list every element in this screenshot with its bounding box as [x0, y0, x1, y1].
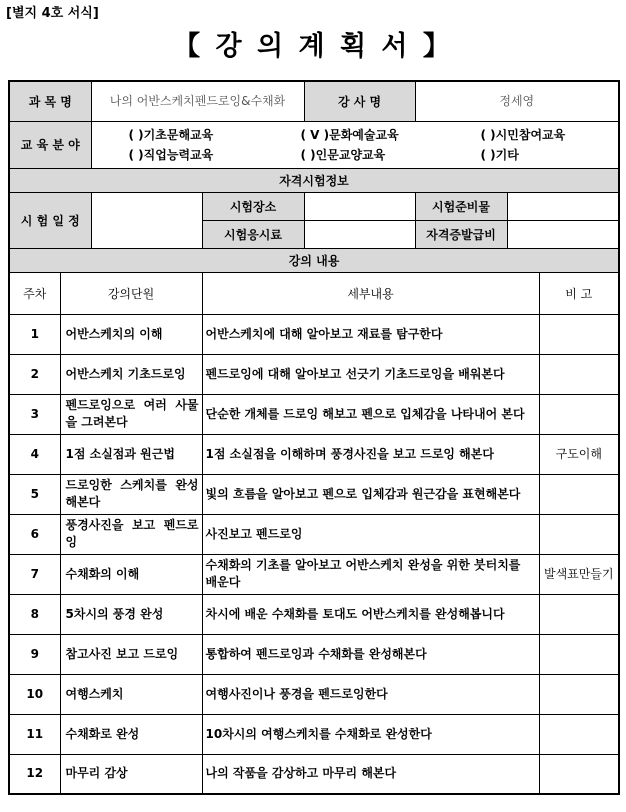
- week-number: 4: [9, 434, 60, 474]
- unit-detail: 단순한 개체를 드로잉 해보고 펜으로 입체감을 나타내어 본다: [202, 394, 539, 434]
- education-field-label: 교 육 분 야: [9, 121, 91, 168]
- cert-fee-label: 자격증발급비: [415, 220, 507, 248]
- unit-detail: 1점 소실점을 이해하며 풍경사진을 보고 드로잉 해본다: [202, 434, 539, 474]
- exam-section-header: 자격시험정보: [9, 168, 619, 192]
- unit-detail: 통합하여 펜드로잉과 수채화를 완성해본다: [202, 634, 539, 674]
- unit-title: 1점 소실점과 원근법: [60, 434, 202, 474]
- unit-title: 마무리 감상: [60, 754, 202, 794]
- option-other: ( )기타: [480, 147, 519, 162]
- unit-note: [539, 674, 619, 714]
- header-unit: 강의단원: [60, 272, 202, 314]
- unit-note: [539, 594, 619, 634]
- week-number: 7: [9, 554, 60, 594]
- unit-note: [539, 754, 619, 794]
- exam-place-value: [304, 192, 415, 220]
- option-vocational: ( )직업능력교육: [128, 147, 214, 162]
- table-row: [9, 714, 619, 754]
- unit-title: 어반스케치의 이해: [60, 314, 202, 354]
- unit-title: 펜드로잉으로 여러 사물을 그려본다: [60, 394, 202, 434]
- option-humanities: ( )인문교양교육: [300, 147, 386, 162]
- unit-detail: 어반스케치에 대해 알아보고 재료를 탐구한다: [202, 314, 539, 354]
- exam-date-label: 시 험 일 정: [9, 192, 91, 248]
- table-row: [9, 634, 619, 674]
- unit-note: [539, 394, 619, 434]
- table-row: [9, 354, 619, 394]
- education-field-row: [9, 121, 619, 168]
- exam-materials-label: 시험준비물: [415, 192, 507, 220]
- week-number: 8: [9, 594, 60, 634]
- instructor-value: 정세영: [415, 81, 619, 121]
- cert-fee-value: [507, 220, 619, 248]
- week-number: 3: [9, 394, 60, 434]
- unit-title: 5차시의 풍경 완성: [60, 594, 202, 634]
- unit-detail: 빛의 흐름을 알아보고 펜으로 입체감과 원근감을 표현해본다: [202, 474, 539, 514]
- table-row: [9, 474, 619, 514]
- header-week: 주차: [9, 272, 60, 314]
- unit-title: 풍경사진을 보고 펜드로잉: [60, 514, 202, 554]
- unit-title: 여행스케치: [60, 674, 202, 714]
- week-number: 6: [9, 514, 60, 554]
- unit-detail: 여행사진이나 풍경을 펜드로잉한다: [202, 674, 539, 714]
- week-number: 9: [9, 634, 60, 674]
- lecture-table-header: [9, 272, 619, 314]
- table-row: [9, 514, 619, 554]
- unit-detail: 펜드로잉에 대해 알아보고 선긋기 기초드로잉을 배워본다: [202, 354, 539, 394]
- unit-title: 수채화의 이해: [60, 554, 202, 594]
- table-row: [9, 314, 619, 354]
- exam-fee-label: 시험응시료: [202, 220, 304, 248]
- week-number: 1: [9, 314, 60, 354]
- unit-detail: 사진보고 펜드로잉: [202, 514, 539, 554]
- week-number: 11: [9, 714, 60, 754]
- table-row: [9, 394, 619, 434]
- header-detail: 세부내용: [202, 272, 539, 314]
- unit-note: [539, 474, 619, 514]
- subject-value: 나의 어반스케치펜드로잉&수채화: [91, 81, 304, 121]
- instructor-label: 강 사 명: [304, 81, 415, 121]
- week-number: 2: [9, 354, 60, 394]
- lecture-plan-form: [8, 80, 620, 795]
- exam-fee-value: [304, 220, 415, 248]
- option-culture-arts: ( V )문화예술교육: [300, 127, 399, 142]
- unit-title: 드로잉한 스케치를 완성해본다: [60, 474, 202, 514]
- unit-detail: 10차시의 여행스케치를 수채화로 완성한다: [202, 714, 539, 754]
- exam-date-value: [91, 192, 202, 248]
- unit-title: 수채화로 완성: [60, 714, 202, 754]
- exam-place-label: 시험장소: [202, 192, 304, 220]
- form-number-label: [별지 4호 서식]: [6, 6, 99, 21]
- table-row: [9, 554, 619, 594]
- option-basic-literacy: ( )기초문해교육: [128, 127, 214, 142]
- unit-detail: 수채화의 기초를 알아보고 어반스케치 완성을 위한 붓터치를 배운다: [202, 554, 539, 594]
- unit-detail: 차시에 배운 수채화를 토대도 어반스케치를 완성해봅니다: [202, 594, 539, 634]
- unit-note: [539, 354, 619, 394]
- header-note: 비 고: [539, 272, 619, 314]
- unit-note: 구도이해: [539, 434, 619, 474]
- unit-note: 발색표만들기: [539, 554, 619, 594]
- subject-label: 과 목 명: [9, 81, 91, 121]
- unit-note: [539, 314, 619, 354]
- education-options: [91, 121, 619, 168]
- unit-detail: 나의 작품을 감상하고 마무리 해본다: [202, 754, 539, 794]
- exam-materials-value: [507, 192, 619, 220]
- unit-note: [539, 634, 619, 674]
- unit-note: [539, 514, 619, 554]
- table-row: [9, 754, 619, 794]
- course-info-row: [9, 81, 619, 121]
- unit-title: 어반스케치 기초드로잉: [60, 354, 202, 394]
- week-number: 10: [9, 674, 60, 714]
- unit-title: 참고사진 보고 드로잉: [60, 634, 202, 674]
- unit-note: [539, 714, 619, 754]
- option-civic: ( )시민참여교육: [480, 127, 566, 142]
- table-row: [9, 674, 619, 714]
- table-row: [9, 594, 619, 634]
- table-row: [9, 434, 619, 474]
- lecture-section-header: 강의 내용: [9, 248, 619, 272]
- week-number: 5: [9, 474, 60, 514]
- lecture-rows: [9, 314, 619, 794]
- week-number: 12: [9, 754, 60, 794]
- document-title: 【 강 의 계 획 서 】: [173, 31, 453, 62]
